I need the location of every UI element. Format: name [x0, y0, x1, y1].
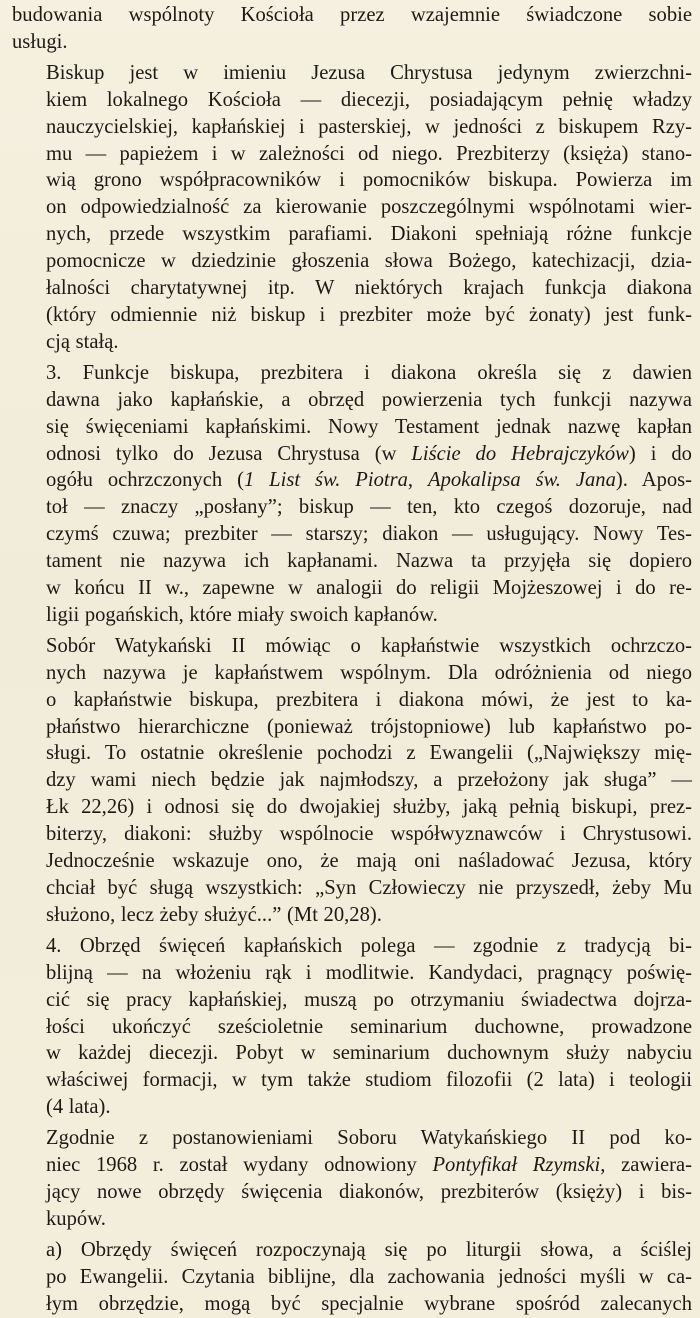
text-line: służono, lecz żeby służyć...” (Mt 20,28).: [46, 903, 382, 926]
text-line: łym obrzędzie, mogą być specjalnie wybrane spośród zalecanych: [46, 1292, 692, 1315]
text-line: mu — papieżem i w zależności od niego. Prezbiterzy (księża) stano-: [46, 142, 692, 165]
text-line: właściwej formacji, w tym także studiom filozofii (2 lata) i teologii: [46, 1069, 692, 1092]
text-line: w końcu II w., zapewne w analogii do religii Mojżeszowej i do re-: [46, 577, 692, 600]
italic-title: Apokalipsa św. Jana: [428, 469, 616, 492]
text-line: (4 lata).: [46, 1096, 111, 1119]
text-line: Jednocześnie wskazuje ono, że mają oni naśladować Jezusa, który: [46, 850, 692, 873]
text-line: on odpowiedzialność za kierowanie poszczególnymi wspólnotami wier-: [46, 196, 692, 219]
text-line: ligii pogańskich, które miały swoich kapłanów.: [46, 603, 438, 626]
paragraph: [12, 633, 692, 929]
paragraph: [12, 360, 692, 629]
text-line: pomocnicze w dziedzinie głoszenia słowa Bożego, katechizacji, dzia-: [46, 250, 692, 273]
text-line: o kapłaństwie biskupa, prezbitera i diakona mówi, że jest to ka-: [46, 688, 692, 711]
text-line: odnosi tylko do Jezusa Chrystusa (w Liście do Hebrajczyków) i do: [46, 442, 692, 465]
text-line: nych nazywa je kapłaństwem wspólnym. Dla odróżnienia od niego: [46, 661, 692, 684]
italic-title: 1 List św. Piotra: [243, 469, 408, 492]
text-line: 3. Funkcje biskupa, prezbitera i diakona określa się z dawien: [46, 361, 692, 384]
text-line: łości ukończyć sześcioletnie seminarium duchowne, prowadzone: [46, 1015, 692, 1038]
text-line: tament nie nazywa ich kapłanami. Nazwa ta przyjęła się dopiero: [46, 550, 692, 573]
text-line: wią grono współpracowników i pomocników biskupa. Powierza im: [46, 169, 692, 192]
italic-title: Pontyfikał Rzymski: [432, 1154, 601, 1177]
text-line: 4. Obrzęd święceń kapłańskich polega — zgodnie z tradycją bi-: [46, 934, 692, 957]
text-line: kiem lokalnego Kościoła — diecezji, posiadającym pełnię władzy: [46, 88, 692, 111]
text-line: budowania wspólnoty Kościoła przez wzajemnie świadczone sobie: [12, 4, 692, 26]
text-line: się święceniami kapłańskimi. Nowy Testament jednak nazwę kapłan: [46, 415, 692, 438]
text-line: ogółu ochrzczonych (1 List św. Piotra, Apokalipsa św. Jana). Apos-: [46, 469, 693, 492]
text-line: w każdej diecezji. Pobyt w seminarium duchownym służy nabyciu: [46, 1042, 692, 1065]
text-line: dzy wami niech będzie jak najmłodszy, a przełożony jak sługa” —: [46, 769, 692, 792]
text-line: dawna jako kapłańskie, a obrzęd powierzenia tych funkcji nazywa: [46, 388, 692, 411]
text-line: płaństwo hierarchiczne (ponieważ trójstopniowe) lub kapłaństwo po-: [46, 715, 692, 738]
text-line: nauczycielskiej, kapłańskiej i pasterskiej, w jedności z biskupem Rzy-: [46, 115, 692, 138]
text-line: po Ewangelii. Czytania biblijne, dla zachowania jedności myśli w ca-: [46, 1265, 692, 1288]
text-line: Zgodnie z postanowieniami Soboru Watykańskiego II pod ko-: [46, 1127, 692, 1150]
text-line: chciał być sługą wszystkich: „Syn Człowieczy nie przyszedł, żeby Mu: [46, 877, 692, 899]
text-line: czymś czuwa; prezbiter — starszy; diakon — usługujący. Nowy Tes-: [46, 523, 692, 546]
text-line: Sobór Watykański II mówiąc o kapłaństwie wszystkich ochrzczo-: [46, 634, 692, 657]
text-line: a) Obrzędy święceń rozpoczynają się po liturgii słowa, a ściślej: [46, 1238, 692, 1261]
paragraph: [12, 2, 692, 56]
text-line: łalności charytatywnej itp. W niektórych krajach funkcja diakona: [46, 277, 692, 300]
text-line: Biskup jest w imieniu Jezusa Chrystusa jedynym zwierzchni-: [46, 61, 692, 84]
text-line: (który odmiennie niż biskup i prezbiter może być żonaty) jest funk-: [46, 303, 692, 326]
paragraph: [12, 933, 692, 1121]
text-line: nych, przede wszystkim parafiami. Diakoni spełniają różne funkcje: [46, 223, 692, 246]
text-line: cją stałą.: [46, 330, 119, 353]
text-line: toł — znaczy „posłany”; biskup — ten, kto czegoś dozoruje, nad: [46, 496, 692, 519]
text-line: kupów.: [46, 1207, 106, 1230]
text-line: sługi. To ostatnie określenie pochodzi z Ewangelii („Największy mię-: [46, 742, 692, 765]
paragraph: [12, 1237, 692, 1318]
text-line: jący nowe obrzędy święcenia diakonów, prezbiterów (księży) i bis-: [46, 1180, 692, 1203]
paragraph: [12, 1125, 692, 1233]
italic-title: Liście do Hebrajczyków: [411, 442, 629, 465]
text-line: usługi.: [12, 30, 68, 53]
text-line: biterzy, diakoni: służby wspólnocie współwyznawców i Chrystusowi.: [46, 823, 692, 846]
text-line: Łk 22,26) i odnosi się do dwojakiej służby, jaką pełnią biskupi, prez-: [46, 796, 692, 819]
text-line: niec 1968 r. został wydany odnowiony Pontyfikał Rzymski, zawiera-: [46, 1154, 692, 1177]
text-line: cić się pracy kapłańskiej, muszą po otrzymaniu świadectwa dojrza-: [46, 988, 692, 1011]
paragraph: [12, 60, 692, 356]
text-line: blijną — na włożeniu rąk i modlitwie. Kandydaci, pragnący poświę-: [46, 961, 692, 984]
